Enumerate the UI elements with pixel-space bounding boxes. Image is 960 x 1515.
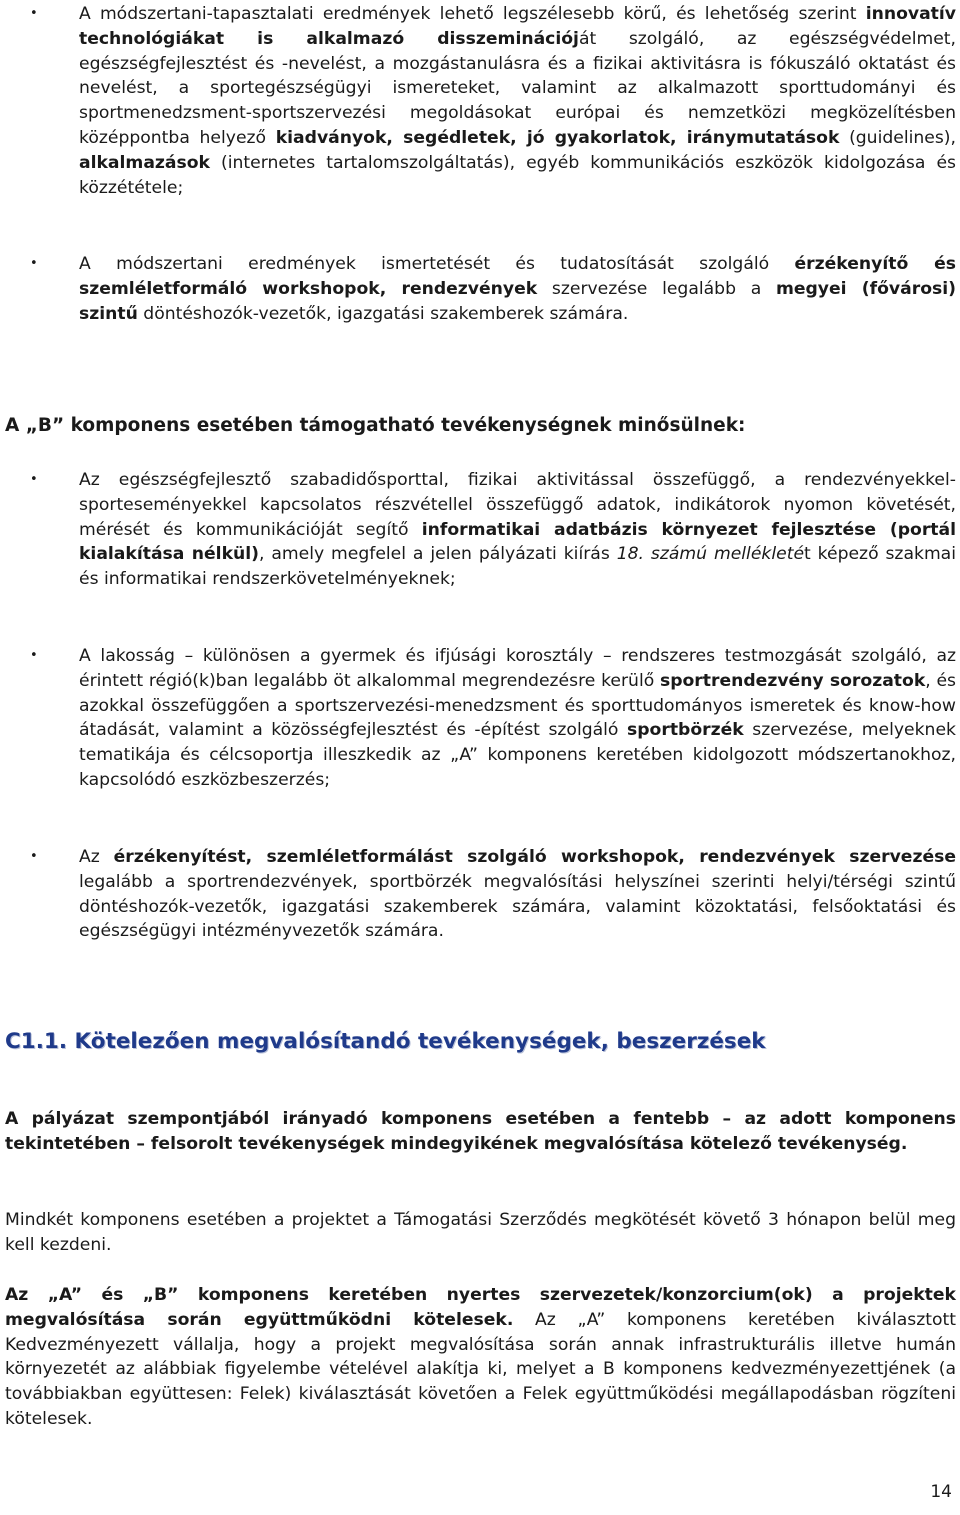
list-item-workshops: A módszertani eredmények ismertetését és tudatosítását szolgáló érzékenyítő és szemléletformáló workshopok, rendezvények szervezése legalább a megyei (fővárosi) szintű döntéshozók-vezetők, igazgatási szakemberek számára.: [79, 254, 956, 324]
list-item-sport-events: A lakosság – különösen a gyermek és ifjúsági korosztály – rendszeres testmozgását szolgáló, az érintett régió(k)ban legalább öt alkalommal megrendezésre kerülő sportrendezvény sorozatok, és azokkal összefüggően a sportszervezési-menedzsment és sporttudományos ismeretek és know-how átadását, valamint a közösségfejlesztést és -építést szolgáló sportbörzék szervezése, melyeknek tematikája és célcsoportja illeszkedik az „A” komponens keretében kidolgozott módszertanokhoz, kapcsolódó eszközbeszerzés;: [79, 646, 956, 790]
paragraph-cooperation: Az „A” és „B” komponens keretében nyertes szervezetek/konzorcium(ok) a projektek megvalósítása során együttműködni kötelesek. Az „A” komponens keretében kiválasztott Kedvezményezett vállalja, hogy a projekt megvalósítása során annak infrastrukturális illetve humán környezetét az alábbiak figyelembe vételével alakítja ki, melyet a B komponens kedvezményezettjének (a továbbiakban együttesen: Felek) kiválasztását követően a Felek együttműködési megállapodásban rögzíteni kötelesek.: [5, 1285, 957, 1429]
bullet-marker: •: [30, 648, 38, 663]
component-b-heading: A „B” komponens esetében támogatható tevékenységnek minősülnek:: [5, 415, 746, 436]
list-item-sensitizing: Az érzékenyítést, szemléletformálást szolgáló workshopok, rendezvények szervezése legalább a sportrendezvények, sportbörzék megvalósítási helyszínei szerinti helyi/térségi szintű döntéshozók-vezetők, igazgatási szakemberek számára, valamint közoktatási, felsőoktatási és egészségügyi intézményvezetők számára.: [79, 847, 956, 942]
bullet-marker: •: [30, 6, 38, 21]
page-number: 14: [930, 1482, 952, 1502]
list-item-dissemination: A módszertani-tapasztalati eredmények lehető legszélesebb körű, és lehetőség szerint innovatív technológiákat is alkalmazó disszeminációját szolgáló, az egészségvédelmet, egészségfejlesztést és -nevelést, a mozgástanulásra és a fizikai aktivitásra is fókuszáló oktatást és nevelést, a sportegészségügyi ismereteket, valamint az alkalmazott sporttudományi és sportmenedzsment-sportszervezési megoldásokat európai és nemzetközi megközelítésben középpontba helyező kiadványok, segédletek, jó gyakorlatok, iránymutatások (guidelines), alkalmazások (internetes tartalomszolgáltatás), egyéb kommunikációs eszközök kidolgozása és közzététele;: [79, 4, 956, 198]
bullet-marker: •: [30, 256, 38, 271]
bullet-marker: •: [30, 472, 38, 487]
section-heading: C1.1. Kötelezően megvalósítandó tevékenységek, beszerzések: [5, 1029, 766, 1054]
paragraph-start: Mindkét komponens esetében a projektet a Támogatási Szerződés megkötését követő 3 hónapon belül meg kell kezdeni.: [5, 1210, 956, 1255]
bullet-marker: •: [30, 849, 38, 864]
list-item-database: Az egészségfejlesztő szabadidősporttal, fizikai aktivitással összefüggő, a rendezvényekkel-sporteseményekkel kapcsolatos részvétellel összefüggő adatok, indikátorok nyomon követését, mérését és kommunikációját segítő informatikai adatbázis környezet fejlesztése (portál kialakítása nélkül), amely megfelel a jelen pályázati kiírás 18. számú mellékletét képező szakmai és informatikai rendszerkövetelményeknek;: [79, 470, 956, 590]
paragraph-mandatory: A pályázat szempontjából irányadó komponens esetében a fentebb – az adott komponens tekintetében – felsorolt tevékenységek mindegyikének megvalósítása kötelező tevékenység.: [5, 1109, 956, 1154]
